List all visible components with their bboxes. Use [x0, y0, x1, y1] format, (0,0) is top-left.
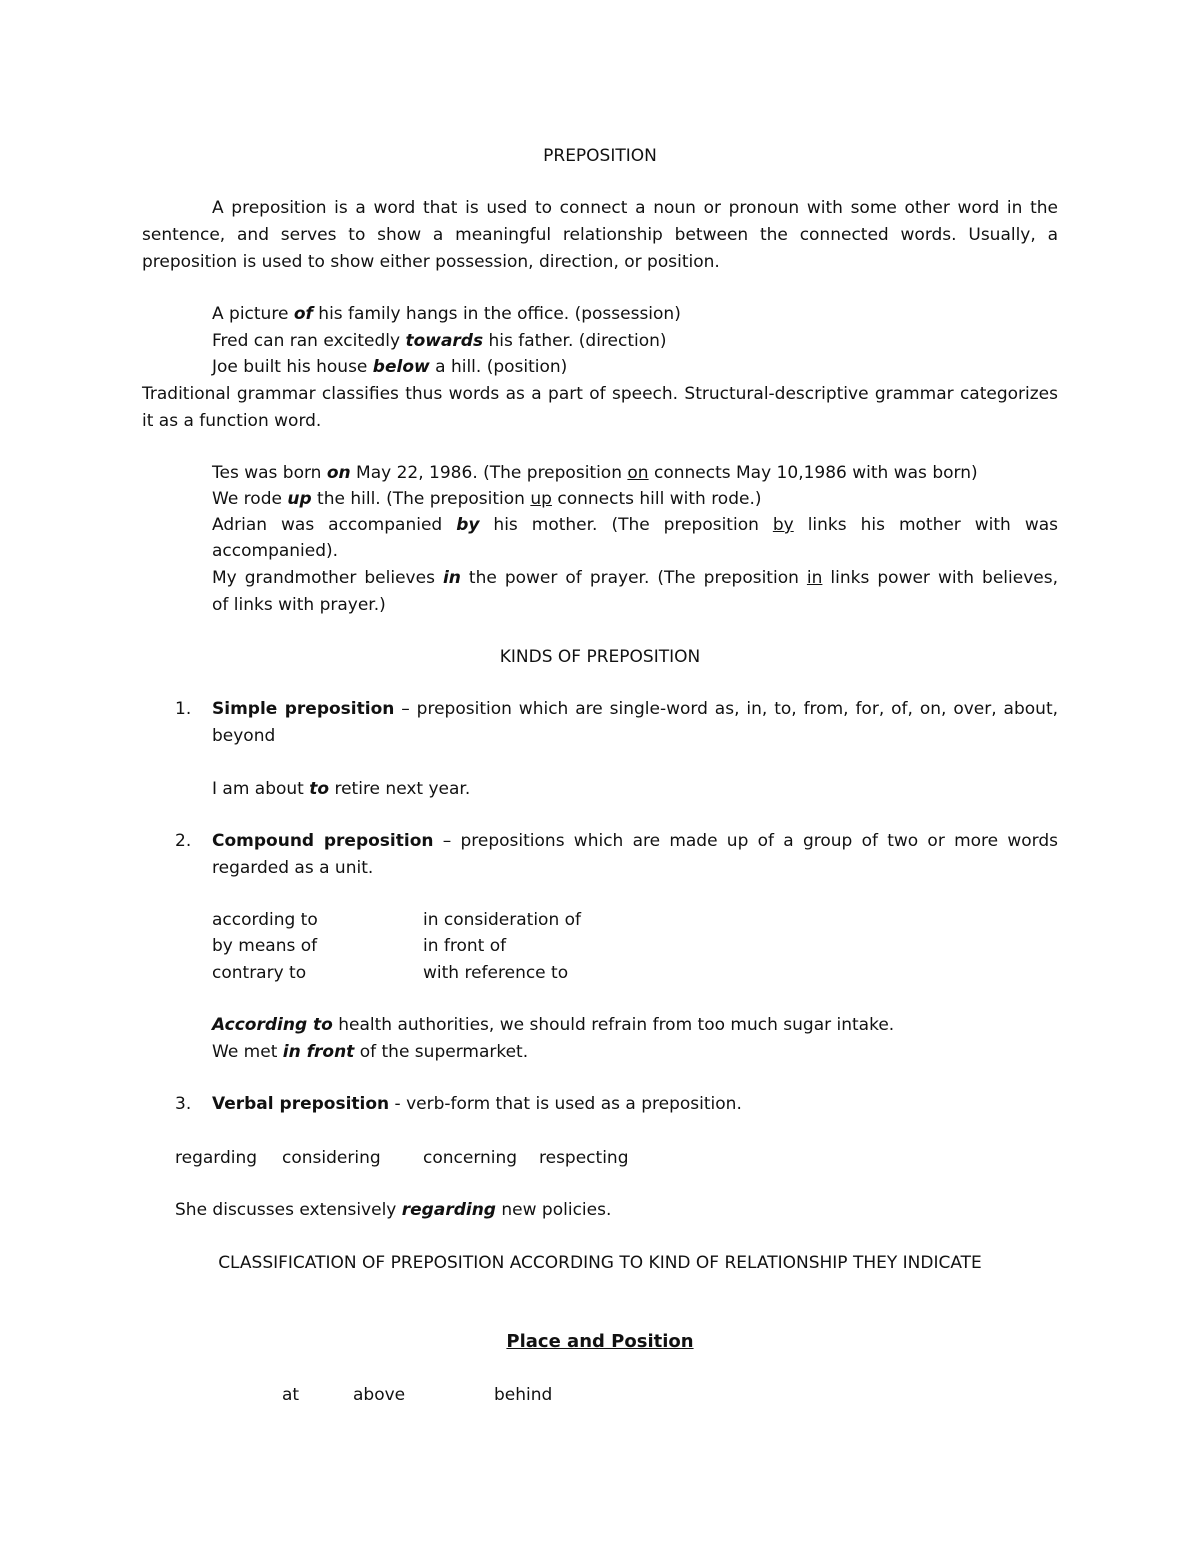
- example-in: [212, 567, 1058, 589]
- list-number: 2.: [175, 831, 192, 851]
- traditional-line-1: Traditional grammar classifies thus words as a part of speech. Structural-descriptive grammar categorizes: [142, 384, 1058, 404]
- example-direction: [212, 330, 667, 352]
- example-preposition: to: [309, 779, 330, 799]
- example-text: retire next year.: [329, 779, 471, 799]
- example-preposition: in: [442, 568, 461, 588]
- underlined-preposition: in: [806, 568, 823, 588]
- verbal-example-word: considering: [282, 1148, 381, 1168]
- example-by: [212, 514, 1058, 536]
- example-text: Tes was born: [212, 463, 327, 483]
- term-verbal-preposition: Verbal preposition: [212, 1094, 390, 1114]
- compound-example-word: by means of: [212, 936, 318, 956]
- list-number: 3.: [175, 1094, 192, 1114]
- example-text: Fred can ran excitedly: [212, 331, 406, 351]
- term-description: – prepositions which are made up of a group of two or more words: [433, 831, 1059, 851]
- compound-preposition-desc-2: regarded as a unit.: [212, 858, 374, 878]
- example-by-line-2: accompanied).: [212, 541, 339, 561]
- simple-preposition-example: [212, 778, 470, 800]
- example-text: links power with believes,: [822, 568, 1058, 588]
- example-preposition: by: [456, 515, 480, 535]
- example-text: She discusses extensively: [175, 1200, 402, 1220]
- verbal-preposition-item: [212, 1093, 742, 1115]
- example-preposition: of: [293, 304, 313, 324]
- compound-example-word: in front of: [423, 936, 507, 956]
- example-text: May 22, 1986. (The preposition: [350, 463, 628, 483]
- example-text: a hill. (position): [429, 357, 568, 377]
- place-position-heading: [0, 1331, 1200, 1353]
- example-text: Joe built his house: [212, 357, 373, 377]
- example-text: I am about: [212, 779, 310, 799]
- underlined-preposition: up: [530, 489, 552, 509]
- intro-line-2: sentence, and serves to show a meaningful relationship between the connected words. Usually, a: [142, 225, 1058, 245]
- example-text: Adrian was accompanied: [212, 515, 457, 535]
- example-text: links his mother with was: [793, 515, 1058, 535]
- example-text: his family hangs in the office. (possession): [312, 304, 681, 324]
- compound-example-sentence-1: [212, 1014, 894, 1036]
- simple-preposition-desc-2: beyond: [212, 726, 276, 746]
- example-possession: [212, 303, 681, 325]
- example-text: connects hill with rode.): [551, 489, 762, 509]
- example-text: We rode: [212, 489, 288, 509]
- compound-example-word: contrary to: [212, 963, 307, 983]
- example-preposition: towards: [405, 331, 484, 351]
- term-compound-preposition: Compound preposition: [212, 831, 434, 851]
- example-text: his mother. (The preposition: [479, 515, 773, 535]
- example-preposition: below: [372, 357, 430, 377]
- example-preposition: According to: [212, 1015, 333, 1035]
- term-simple-preposition: Simple preposition: [212, 699, 395, 719]
- page-title: PREPOSITION: [543, 146, 657, 166]
- example-in-line-2: of links with prayer.): [212, 595, 386, 615]
- example-preposition: regarding: [401, 1200, 496, 1220]
- place-word: behind: [494, 1385, 553, 1405]
- example-position: [212, 356, 567, 378]
- verbal-example-word: concerning: [423, 1148, 518, 1168]
- verbal-example-word: regarding: [175, 1148, 258, 1168]
- example-text: A picture: [212, 304, 294, 324]
- intro-line-1: A preposition is a word that is used to connect a noun or pronoun with some other word in the: [212, 198, 1058, 218]
- example-preposition: up: [287, 489, 312, 509]
- underlined-preposition: by: [772, 515, 794, 535]
- verbal-example-sentence: [175, 1199, 611, 1221]
- example-up: [212, 488, 762, 510]
- example-text: new policies.: [495, 1200, 612, 1220]
- compound-preposition-item: [212, 830, 1058, 852]
- intro-line-3: preposition is used to show either possession, direction, or position.: [142, 252, 720, 272]
- example-text: connects May 10,1986 with was born): [648, 463, 978, 483]
- example-text: My grandmother believes: [212, 568, 443, 588]
- classification-heading: CLASSIFICATION OF PREPOSITION ACCORDING TO KIND OF RELATIONSHIP THEY INDICATE: [218, 1253, 982, 1273]
- example-text: the power of prayer. (The preposition: [460, 568, 807, 588]
- compound-example-word: according to: [212, 910, 318, 930]
- term-description: - verb-form that is used as a preposition.: [389, 1094, 742, 1114]
- place-word: at: [282, 1385, 300, 1405]
- example-on: [212, 462, 978, 484]
- example-text: of the supermarket.: [354, 1042, 529, 1062]
- compound-example-word: with reference to: [423, 963, 569, 983]
- term-description: – preposition which are single-word as, in, to, from, for, of, on, over, about,: [394, 699, 1059, 719]
- underlined-preposition: on: [627, 463, 649, 483]
- verbal-example-word: respecting: [539, 1148, 629, 1168]
- traditional-line-2: it as a function word.: [142, 411, 322, 431]
- place-word: above: [353, 1385, 406, 1405]
- example-text: the hill. (The preposition: [311, 489, 531, 509]
- example-preposition: on: [326, 463, 351, 483]
- compound-example-sentence-2: [212, 1041, 528, 1063]
- example-text: health authorities, we should refrain from too much sugar intake.: [332, 1015, 895, 1035]
- list-number: 1.: [175, 699, 192, 719]
- simple-preposition-item: [212, 698, 1058, 720]
- kinds-heading: KINDS OF PREPOSITION: [499, 647, 701, 667]
- example-text: We met: [212, 1042, 283, 1062]
- compound-example-word: in consideration of: [423, 910, 582, 930]
- example-text: his father. (direction): [483, 331, 667, 351]
- place-position-heading-text: Place and Position: [506, 1331, 694, 1352]
- example-preposition: in front: [282, 1042, 355, 1062]
